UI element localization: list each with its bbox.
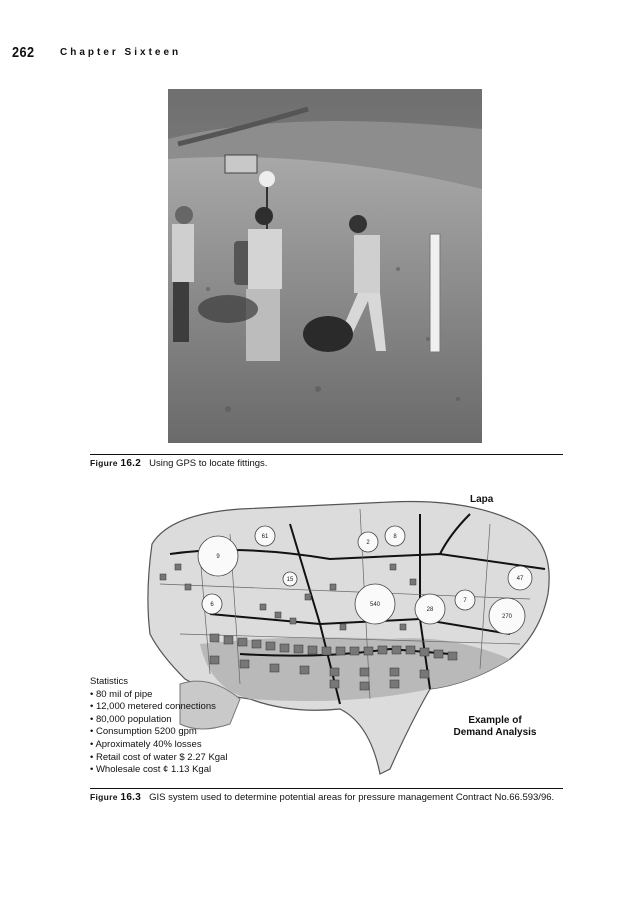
svg-text:15: 15 (286, 577, 294, 583)
stat-item: • Retail cost of water $ 2.27 Kgal (90, 751, 228, 763)
svg-text:8: 8 (393, 534, 397, 540)
figure-16-2-label: Figure 16.2 (90, 458, 142, 469)
figure-16-3-caption: Figure 16.3 GIS system used to determine potential areas for pressure management Contract No.66.593/96. (90, 792, 555, 803)
stat-item: • 80,000 population (90, 713, 172, 725)
svg-text:47: 47 (516, 576, 524, 582)
statistics-list (90, 676, 227, 777)
svg-text:7: 7 (463, 598, 467, 604)
stat-item: • Consumption 5200 gpm (90, 726, 197, 738)
stat-item: • 12,000 metered connections (90, 701, 216, 713)
svg-text:9: 9 (216, 554, 220, 560)
map-title-lapa: Lapa (470, 494, 494, 505)
svg-text:270: 270 (501, 614, 513, 620)
chapter-title: Chapter Sixteen (60, 47, 182, 58)
page-number: 262 (12, 44, 35, 61)
figure-16-3-rule (90, 788, 563, 789)
gps-field-photo (168, 89, 482, 443)
figure-16-3-label: Figure 16.3 (90, 792, 142, 803)
stat-item: • Aproximately 40% losses (90, 738, 202, 750)
svg-text:6: 6 (210, 602, 214, 608)
svg-text:2: 2 (366, 540, 370, 546)
demand-analysis-label: Example of Demand Analysis (453, 715, 537, 738)
figure-16-2-caption: Figure 16.2 Using GPS to locate fittings. (90, 458, 268, 469)
stat-item: • 80 mil of pipe (90, 688, 153, 700)
figure-16-2-rule (90, 454, 563, 455)
statistics-heading: Statistics (90, 676, 129, 687)
svg-text:61: 61 (261, 534, 269, 540)
svg-text:28: 28 (426, 607, 434, 613)
svg-text:540: 540 (369, 602, 381, 608)
stat-item: • Wholesale cost ¢ 1.13 Kgal (90, 764, 212, 776)
